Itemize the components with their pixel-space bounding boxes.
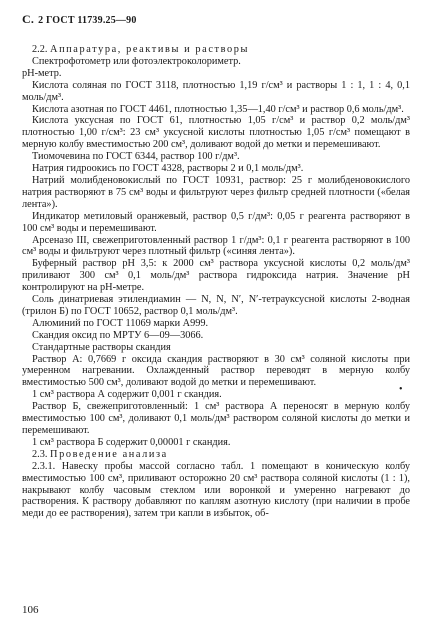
paragraph-thiourea: Тиомочевина по ГОСТ 6344, раствор 100 г/дм³. [32, 151, 240, 163]
document-body [22, 44, 410, 520]
margin-mark: • [399, 384, 403, 395]
paragraph-solution-a-content: 1 см³ раствора А содержит 0,001 г скандия. [32, 389, 222, 401]
header-letter: С. [22, 12, 35, 26]
section-heading-2-3: 2.3. Проведение анализа [32, 448, 168, 460]
paragraph-scandium-oxide: Скандия оксид по МРТУ 6—09—3066. [32, 329, 204, 341]
paragraph-acetic-acid: Кислота уксусная по ГОСТ 61, плотностью 1,05 г/см³ и раствор 0,2 моль/дм³ плотностью 1,00 г/см³: 23 см³ уксусной кислоты плотностью 1,05 г/см³ помещают в мерную колбу вместимостью 200 см³, доливают водой до метки и перемешивают. [22, 115, 410, 151]
paragraph-trilon-b: Соль динатриевая этилендиамин — N, N, N′, N′-тетрауксусной кислоты 2-водная (трилон Б) по ГОСТ 10652, раствор 0,1 моль/дм³. [22, 294, 410, 317]
paragraph-hydrochloric-acid: Кислота соляная по ГОСТ 3118, плотностью 1,19 г/см³ и растворы 1 : 1, 1 : 4, 0,1 моль/дм³. [22, 79, 410, 103]
paragraph-nitric-acid: Кислота азотная по ГОСТ 4461, плотностью 1,35—1,40 г/см³ и раствор 0,6 моль/дм³. [32, 103, 404, 115]
paragraph-2-3-1: 2.3.1. Навеску пробы массой согласно табл. 1 помещают в коническую колбу вместимостью 100 см³, приливают осторожно 20 см³ раствора соляной кислоты (1 : 1), накрывают колбу часовым стеклом или воронкой и умеренно нагревают до растворения. К раствору добавляют по каплям азотную кислоту (при наличии в пробе меди до ее растворения), затем три капли в избыток, об- [22, 460, 410, 520]
paragraph-solution-b: Раствор Б, свежеприготовленный: 1 см³ раствора А переносят в мерную колбу вместимостью 100 см³, доливают 0,1 моль/дм³ раствором соляной кислоты до метки и перемешивают. [22, 401, 410, 436]
paragraph-equipment: Спектрофотометр или фотоэлектроколориметр. pH-метр. [22, 55, 241, 79]
paragraph-aluminium: Алюминий по ГОСТ 11069 марки А999. [32, 317, 209, 329]
document-page [22, 0, 410, 632]
paragraph-buffer-solution: Буферный раствор pH 3,5: к 2000 см³ раствора уксусной кислоты 0,2 моль/дм³ приливают 300 см³ 0,1 моль/дм³ раствора гидроксида натрия. Значение pH контролируют на pH-метре. [22, 258, 410, 294]
page-header [22, 12, 137, 27]
header-text: 2 ГОСТ 11739.25—90 [38, 15, 137, 26]
paragraph-methyl-orange: Индикатор метиловый оранжевый, раствор 0,5 г/дм³: 0,05 г реагента растворяют в 100 см³ воды и перемешивают. [22, 210, 410, 234]
paragraph-arsenazo: Арсеназо III, свежеприготовленный раствор 1 г/дм³: 0,1 г реагента растворяют в 100 см³ воды и фильтруют через плотный фильтр («синяя лента»). [22, 234, 410, 258]
paragraph-standard-solutions: Стандартные растворы скандия [32, 341, 171, 353]
section-heading-2-2: 2.2. Аппаратура, реактивы и растворы [32, 44, 250, 55]
paragraph-solution-a: Раствор А: 0,7669 г оксида скандия растворяют в 30 см³ соляной кислоты при умеренном нагревании. Охлажденный раствор переводят в мерную колбу вместимостью 500 см³, доливают водой до метки и перемешивают. [22, 353, 410, 389]
page-number: 106 [22, 604, 39, 616]
paragraph-sodium-hydroxide: Натрия гидроокись по ГОСТ 4328, растворы 2 и 0,1 моль/дм³. [32, 163, 304, 175]
paragraph-sodium-molybdate: Натрий молибденовокислый по ГОСТ 10931, раствор: 25 г молибденовокислого натрия растворяют в 75 см³ воды и фильтруют через фильтр средней плотности («белая лента»). [22, 174, 410, 210]
paragraph-solution-b-content: 1 см³ раствора Б содержит 0,00001 г скандия. [32, 436, 231, 448]
